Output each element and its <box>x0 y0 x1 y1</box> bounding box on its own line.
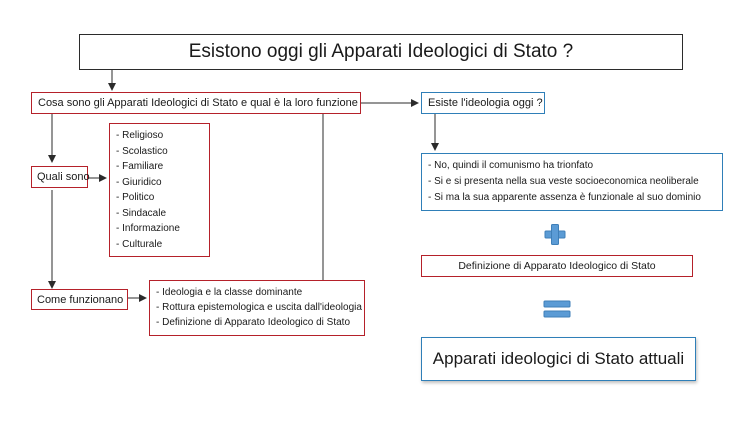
come-box <box>31 289 128 310</box>
funzionamento-item: - Rottura epistemologica e uscita dall'ideologia <box>156 302 362 313</box>
risposta-item: - Si e si presenta nella sua veste socioeconomica neoliberale <box>428 176 699 187</box>
risposte-list <box>428 158 722 206</box>
definizione-text: Definizione di Apparato Ideologico di Stato <box>458 260 656 272</box>
definizione-box <box>421 255 693 277</box>
risultato-box <box>421 337 696 381</box>
apparato-item: - Giuridico <box>116 176 162 188</box>
equals-icon <box>544 301 570 317</box>
title-text: Esistono oggi gli Apparati Ideologici di Stato ? <box>188 41 574 62</box>
risultato-text: Apparati ideologici di Stato attuali <box>432 349 685 368</box>
funzionamento-item: - Definizione di Apparato Ideologico di Stato <box>156 317 351 328</box>
q1-box <box>31 92 361 114</box>
funzionamento-list <box>156 285 364 330</box>
apparati-list-box <box>109 123 210 257</box>
apparato-item: - Scolastico <box>116 145 168 157</box>
risposte-list-box <box>421 153 723 211</box>
arrow-funz-to-q2 <box>323 103 418 280</box>
funzionamento-item: - Ideologia e la classe dominante <box>156 287 303 298</box>
quali-text: Quali sono <box>37 171 90 183</box>
apparato-item: - Politico <box>116 192 155 203</box>
apparati-list <box>116 128 209 252</box>
apparato-item: - Informazione <box>116 223 180 234</box>
risposta-item: - Si ma la sua apparente assenza è funzionale al suo dominio <box>428 192 701 203</box>
q1-text: Cosa sono gli Apparati Ideologici di Stato e qual è la loro funzione <box>38 97 358 109</box>
apparato-item: - Religioso <box>116 130 164 141</box>
apparato-item: - Sindacale <box>116 207 167 219</box>
funzionamento-list-box <box>149 280 365 336</box>
apparato-item: - Familiare <box>116 161 164 172</box>
risposta-item: - No, quindi il comunismo ha trionfato <box>428 160 594 171</box>
come-text: Come funzionano <box>37 293 124 306</box>
apparato-item: - Culturale <box>116 238 163 250</box>
quali-box <box>31 166 88 188</box>
q2-box <box>421 92 545 114</box>
title-box <box>79 34 683 70</box>
q2-text: Esiste l'ideologia oggi ? <box>428 97 543 109</box>
plus-icon <box>545 225 565 245</box>
